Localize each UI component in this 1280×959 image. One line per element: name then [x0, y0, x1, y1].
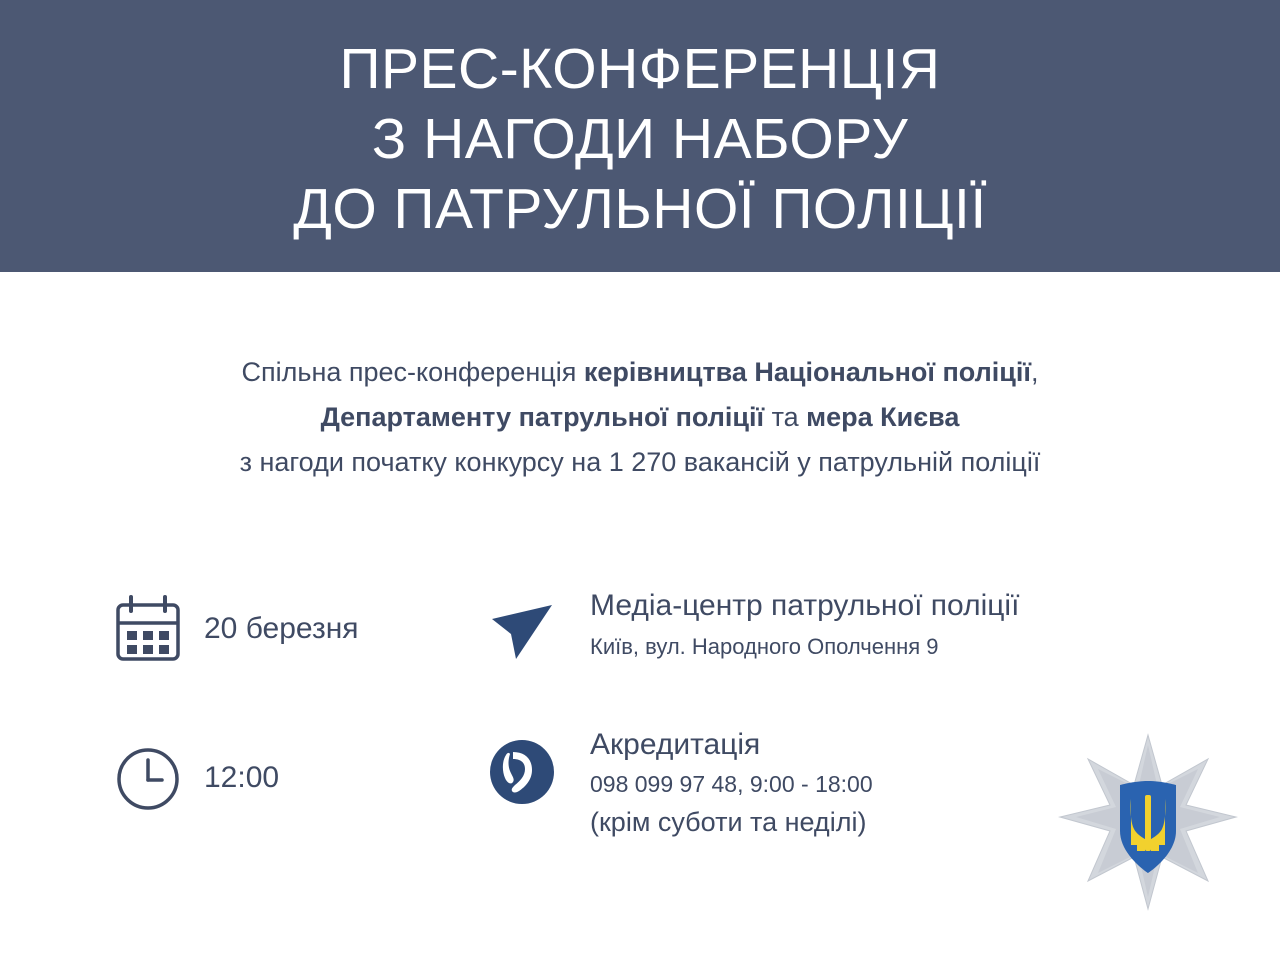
accreditation-title: Акредитація	[590, 728, 761, 761]
intro-bold-3: мера Києва	[806, 402, 960, 432]
intro-line-2	[60, 395, 1220, 440]
phone-icon	[480, 730, 564, 814]
calendar-icon	[112, 593, 184, 665]
location-title: Медіа-центр патрульної поліції	[590, 589, 1020, 622]
time-value: 12:00	[204, 761, 280, 794]
header-title-line-3: ДО ПАТРУЛЬНОЇ ПОЛІЦІЇ	[293, 177, 987, 241]
intro-bold-1: керівництва Національної поліції	[583, 357, 1031, 387]
intro-line-1	[60, 350, 1220, 395]
date-value: 20 березня	[204, 612, 359, 645]
intro-text-2: ,	[1030, 357, 1039, 387]
clock-icon	[112, 743, 184, 815]
intro-line-3: з нагоди початку конкурсу на 1 270 вакансій у патрульній поліції	[239, 447, 1041, 477]
intro-text-3: та	[764, 402, 807, 432]
accreditation-phone: 098 099 97 48, 9:00 - 18:00	[590, 771, 873, 797]
header-title-line-1: ПРЕС-КОНФЕРЕНЦІЯ	[339, 37, 941, 101]
location-pin-icon	[480, 585, 564, 669]
header-title-line-2: З НАГОДИ НАБОРУ	[371, 107, 909, 171]
detail-date	[112, 593, 359, 665]
detail-location	[480, 585, 1019, 669]
detail-time	[112, 743, 279, 815]
detail-accreditation	[480, 730, 873, 841]
header-banner	[0, 0, 1280, 272]
national-police-emblem	[1058, 733, 1238, 923]
location-text-block	[590, 587, 1019, 663]
location-address: Київ, вул. Народного Ополчення 9	[590, 634, 939, 659]
intro-bold-2: Департаменту патрульної поліції	[320, 402, 765, 432]
intro-text-1: Спільна прес-конференція	[241, 357, 584, 387]
intro-paragraph	[0, 350, 1280, 485]
accreditation-note: (крім суботи та неділі)	[590, 807, 867, 837]
accreditation-text-block	[590, 726, 873, 841]
